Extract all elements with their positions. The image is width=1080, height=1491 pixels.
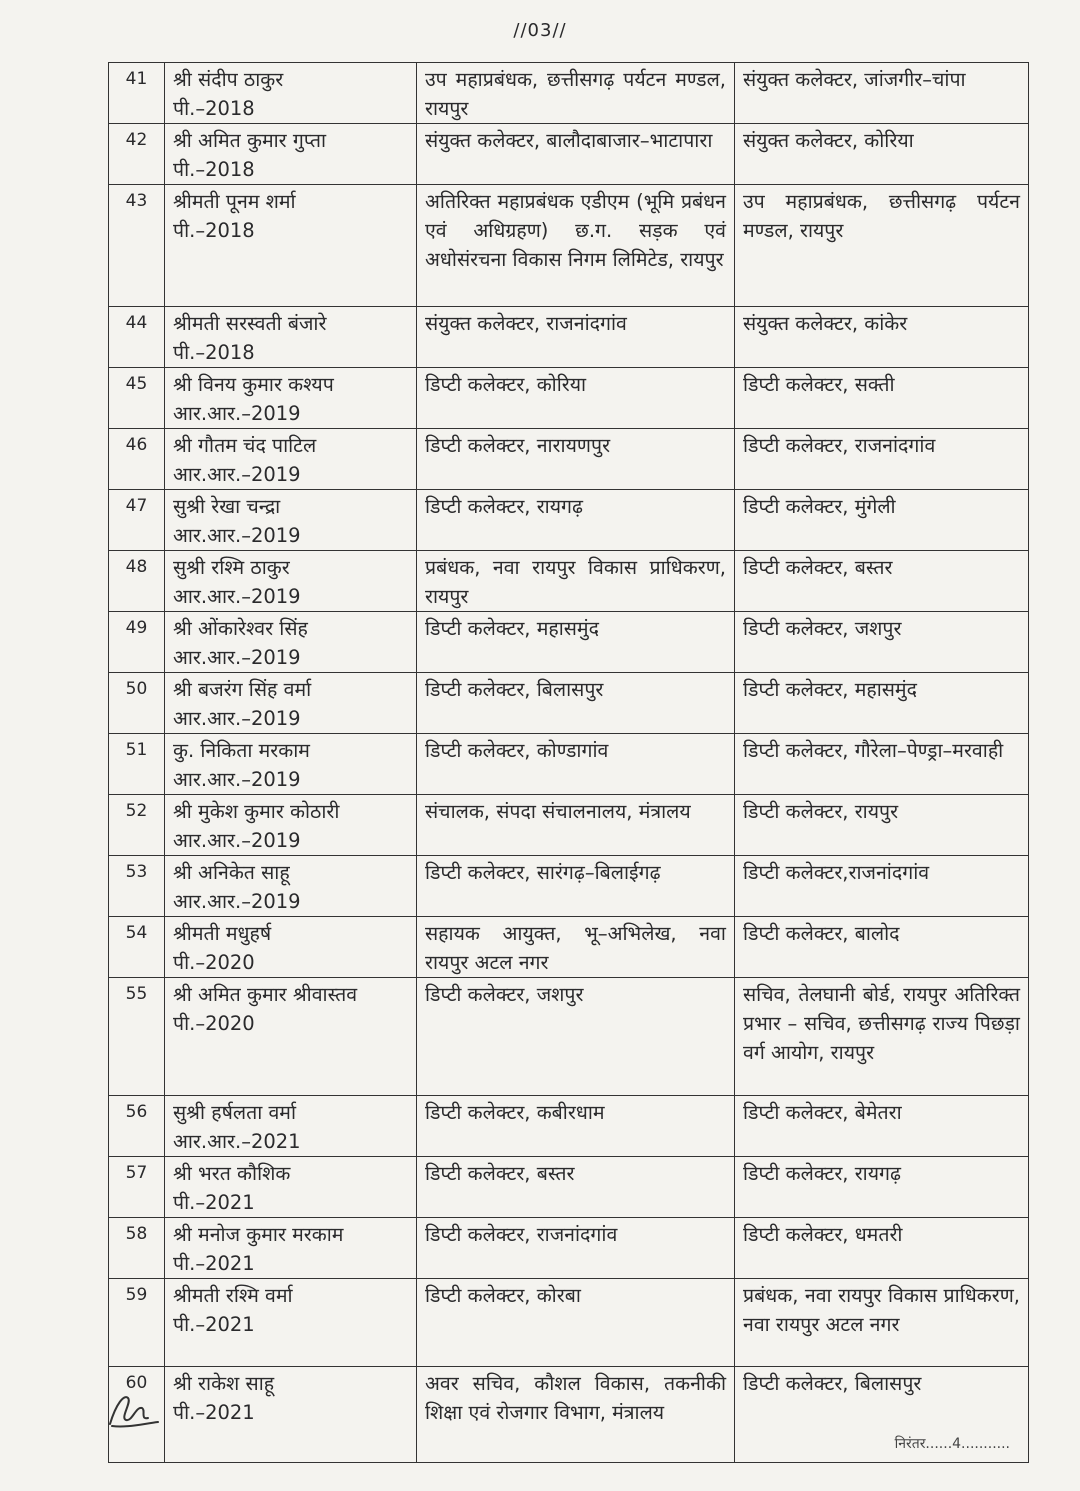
officer-name: श्री बजरंग सिंह वर्मा (173, 678, 312, 701)
officer-cell (165, 856, 417, 917)
page-number: //03// (513, 20, 567, 41)
officer-batch: पी.–2021 (173, 1191, 255, 1214)
officer-batch: आर.आर.–2019 (173, 585, 301, 608)
officer-name: श्री अनिकेत साहू (173, 861, 290, 884)
new-posting: संयुक्त कलेक्टर, कोरिया (735, 124, 1029, 185)
current-post: उप महाप्रबंधक, छत्तीसगढ़ पर्यटन मण्डल, रायपुर (417, 63, 735, 124)
new-posting: डिप्टी कलेक्टर, महासमुंद (735, 673, 1029, 734)
new-posting: डिप्टी कलेक्टर, रायपुर (735, 795, 1029, 856)
table-row (109, 63, 1029, 124)
officer-cell (165, 185, 417, 307)
officer-name: श्रीमती पूनम शर्मा (173, 190, 296, 213)
officer-name: श्रीमती रश्मि वर्मा (173, 1284, 293, 1307)
officer-batch: पी.–2020 (173, 1012, 255, 1035)
officer-batch: आर.आर.–2019 (173, 463, 301, 486)
new-posting: डिप्टी कलेक्टर, जशपुर (735, 612, 1029, 673)
current-post: अवर सचिव, कौशल विकास, तकनीकी शिक्षा एवं रोजगार विभाग, मंत्रालय (417, 1367, 735, 1463)
officer-name: श्रीमती सरस्वती बंजारे (173, 312, 327, 335)
serial-number: 45 (109, 368, 165, 429)
officer-name: श्री भरत कौशिक (173, 1162, 291, 1185)
current-post: डिप्टी कलेक्टर, महासमुंद (417, 612, 735, 673)
new-posting: प्रबंधक, नवा रायपुर विकास प्राधिकरण, नवा रायपुर अटल नगर (735, 1279, 1029, 1367)
new-posting: डिप्टी कलेक्टर, सक्ती (735, 368, 1029, 429)
officer-batch: आर.आर.–2019 (173, 646, 301, 669)
officer-cell (165, 63, 417, 124)
table-row (109, 551, 1029, 612)
officer-name: श्री मनोज कुमार मरकाम (173, 1223, 344, 1246)
new-posting: संयुक्त कलेक्टर, कांकेर (735, 307, 1029, 368)
officer-cell (165, 734, 417, 795)
serial-number: 52 (109, 795, 165, 856)
transfer-table (108, 62, 1029, 1463)
officer-cell (165, 490, 417, 551)
officer-cell (165, 612, 417, 673)
officer-cell (165, 917, 417, 978)
table-row (109, 1218, 1029, 1279)
current-post: संचालक, संपदा संचालनालय, मंत्रालय (417, 795, 735, 856)
new-posting: डिप्टी कलेक्टर, रायगढ़ (735, 1157, 1029, 1218)
officer-cell (165, 368, 417, 429)
current-post: प्रबंधक, नवा रायपुर विकास प्राधिकरण, रायपुर (417, 551, 735, 612)
officer-cell (165, 1157, 417, 1218)
officer-name: श्री अमित कुमार गुप्ता (173, 129, 326, 152)
officer-cell (165, 551, 417, 612)
officer-name: श्री राकेश साहू (173, 1372, 275, 1395)
officer-cell (165, 673, 417, 734)
new-posting: सचिव, तेलघानी बोर्ड, रायपुर अतिरिक्त प्रभार – सचिव, छत्तीसगढ़ राज्य पिछड़ा वर्ग आयोग, रायपुर (735, 978, 1029, 1096)
table-row (109, 917, 1029, 978)
current-post: डिप्टी कलेक्टर, कबीरधाम (417, 1096, 735, 1157)
current-post: संयुक्त कलेक्टर, राजनांदगांव (417, 307, 735, 368)
serial-number: 60 (109, 1367, 165, 1463)
officer-batch: पी.–2018 (173, 97, 255, 120)
table-row (109, 978, 1029, 1096)
current-post: सहायक आयुक्त, भू–अभिलेख, नवा रायपुर अटल नगर (417, 917, 735, 978)
serial-number: 58 (109, 1218, 165, 1279)
table-row (109, 856, 1029, 917)
officer-cell (165, 307, 417, 368)
new-posting: डिप्टी कलेक्टर, बिलासपुर (735, 1367, 1029, 1463)
new-posting: डिप्टी कलेक्टर, बालोद (735, 917, 1029, 978)
current-post: डिप्टी कलेक्टर, सारंगढ़–बिलाईगढ़ (417, 856, 735, 917)
officer-batch: आर.आर.–2019 (173, 402, 301, 425)
serial-number: 56 (109, 1096, 165, 1157)
serial-number: 57 (109, 1157, 165, 1218)
officer-name: सुश्री रश्मि ठाकुर (173, 556, 290, 579)
signature-mark (102, 1384, 162, 1434)
serial-number: 41 (109, 63, 165, 124)
table-row (109, 1096, 1029, 1157)
officer-batch: आर.आर.–2019 (173, 829, 301, 852)
serial-number: 44 (109, 307, 165, 368)
current-post: डिप्टी कलेक्टर, कोरिया (417, 368, 735, 429)
officer-batch: पी.–2021 (173, 1401, 255, 1424)
officer-cell (165, 124, 417, 185)
officer-batch: आर.आर.–2021 (173, 1130, 301, 1153)
table-row (109, 612, 1029, 673)
officer-name: श्री गौतम चंद पाटिल (173, 434, 317, 457)
current-post: डिप्टी कलेक्टर, नारायणपुर (417, 429, 735, 490)
new-posting: डिप्टी कलेक्टर, धमतरी (735, 1218, 1029, 1279)
table-row (109, 795, 1029, 856)
serial-number: 51 (109, 734, 165, 795)
new-posting: संयुक्त कलेक्टर, जांजगीर–चांपा (735, 63, 1029, 124)
officer-batch: आर.आर.–2019 (173, 524, 301, 547)
current-post: अतिरिक्त महाप्रबंधक एडीएम (भूमि प्रबंधन एवं अधिग्रहण) छ.ग. सड़क एवं अधोसंरचना विकास निगम लिमिटेड, रायपुर (417, 185, 735, 307)
officer-cell (165, 1096, 417, 1157)
serial-number: 48 (109, 551, 165, 612)
officer-cell (165, 795, 417, 856)
officer-name: श्री विनय कुमार कश्यप (173, 373, 334, 396)
table-row (109, 307, 1029, 368)
serial-number: 50 (109, 673, 165, 734)
officer-name: श्री अमित कुमार श्रीवास्तव (173, 983, 358, 1006)
table-row (109, 124, 1029, 185)
current-post: डिप्टी कलेक्टर, बस्तर (417, 1157, 735, 1218)
table-row (109, 1367, 1029, 1463)
table-row (109, 1279, 1029, 1367)
officer-name: श्री मुकेश कुमार कोठारी (173, 800, 340, 823)
officer-batch: आर.आर.–2019 (173, 707, 301, 730)
current-post: डिप्टी कलेक्टर, बिलासपुर (417, 673, 735, 734)
new-posting: डिप्टी कलेक्टर, बेमेतरा (735, 1096, 1029, 1157)
new-posting: डिप्टी कलेक्टर, गौरेला–पेण्ड्रा–मरवाही (735, 734, 1029, 795)
officer-name: सुश्री रेखा चन्द्रा (173, 495, 281, 518)
officer-cell (165, 429, 417, 490)
serial-number: 59 (109, 1279, 165, 1367)
officer-name: श्रीमती मधुहर्ष (173, 922, 272, 945)
current-post: डिप्टी कलेक्टर, रायगढ़ (417, 490, 735, 551)
new-posting: डिप्टी कलेक्टर, राजनांदगांव (735, 429, 1029, 490)
officer-batch: पी.–2018 (173, 341, 255, 364)
table-row (109, 1157, 1029, 1218)
table-row (109, 185, 1029, 307)
officer-cell (165, 1218, 417, 1279)
officer-cell (165, 1279, 417, 1367)
officer-batch: आर.आर.–2019 (173, 768, 301, 791)
transfer-table-body (109, 63, 1029, 1463)
serial-number: 42 (109, 124, 165, 185)
current-post: संयुक्त कलेक्टर, बालौदाबाजार–भाटापारा (417, 124, 735, 185)
table-row (109, 429, 1029, 490)
continued-note: निरंतर......4........... (894, 1436, 1010, 1452)
new-posting: डिप्टी कलेक्टर, मुंगेली (735, 490, 1029, 551)
new-posting: डिप्टी कलेक्टर, बस्तर (735, 551, 1029, 612)
serial-number: 46 (109, 429, 165, 490)
officer-batch: पी.–2021 (173, 1313, 255, 1336)
serial-number: 55 (109, 978, 165, 1096)
officer-name: कु. निकिता मरकाम (173, 739, 310, 762)
officer-name: श्री ओंकारेश्वर सिंह (173, 617, 308, 640)
serial-number: 53 (109, 856, 165, 917)
table-row (109, 673, 1029, 734)
officer-cell (165, 1367, 417, 1463)
officer-batch: आर.आर.–2019 (173, 890, 301, 913)
officer-batch: पी.–2020 (173, 951, 255, 974)
officer-batch: पी.–2021 (173, 1252, 255, 1275)
officer-name: सुश्री हर्षलता वर्मा (173, 1101, 297, 1124)
current-post: डिप्टी कलेक्टर, जशपुर (417, 978, 735, 1096)
officer-batch: पी.–2018 (173, 219, 255, 242)
table-row (109, 490, 1029, 551)
officer-cell (165, 978, 417, 1096)
current-post: डिप्टी कलेक्टर, राजनांदगांव (417, 1218, 735, 1279)
current-post: डिप्टी कलेक्टर, कोण्डागांव (417, 734, 735, 795)
officer-name: श्री संदीप ठाकुर (173, 68, 284, 91)
current-post: डिप्टी कलेक्टर, कोरबा (417, 1279, 735, 1367)
serial-number: 54 (109, 917, 165, 978)
new-posting: उप महाप्रबंधक, छत्तीसगढ़ पर्यटन मण्डल, रायपुर (735, 185, 1029, 307)
table-row (109, 734, 1029, 795)
new-posting: डिप्टी कलेक्टर,राजनांदगांव (735, 856, 1029, 917)
serial-number: 49 (109, 612, 165, 673)
serial-number: 43 (109, 185, 165, 307)
table-row (109, 368, 1029, 429)
serial-number: 47 (109, 490, 165, 551)
officer-batch: पी.–2018 (173, 158, 255, 181)
